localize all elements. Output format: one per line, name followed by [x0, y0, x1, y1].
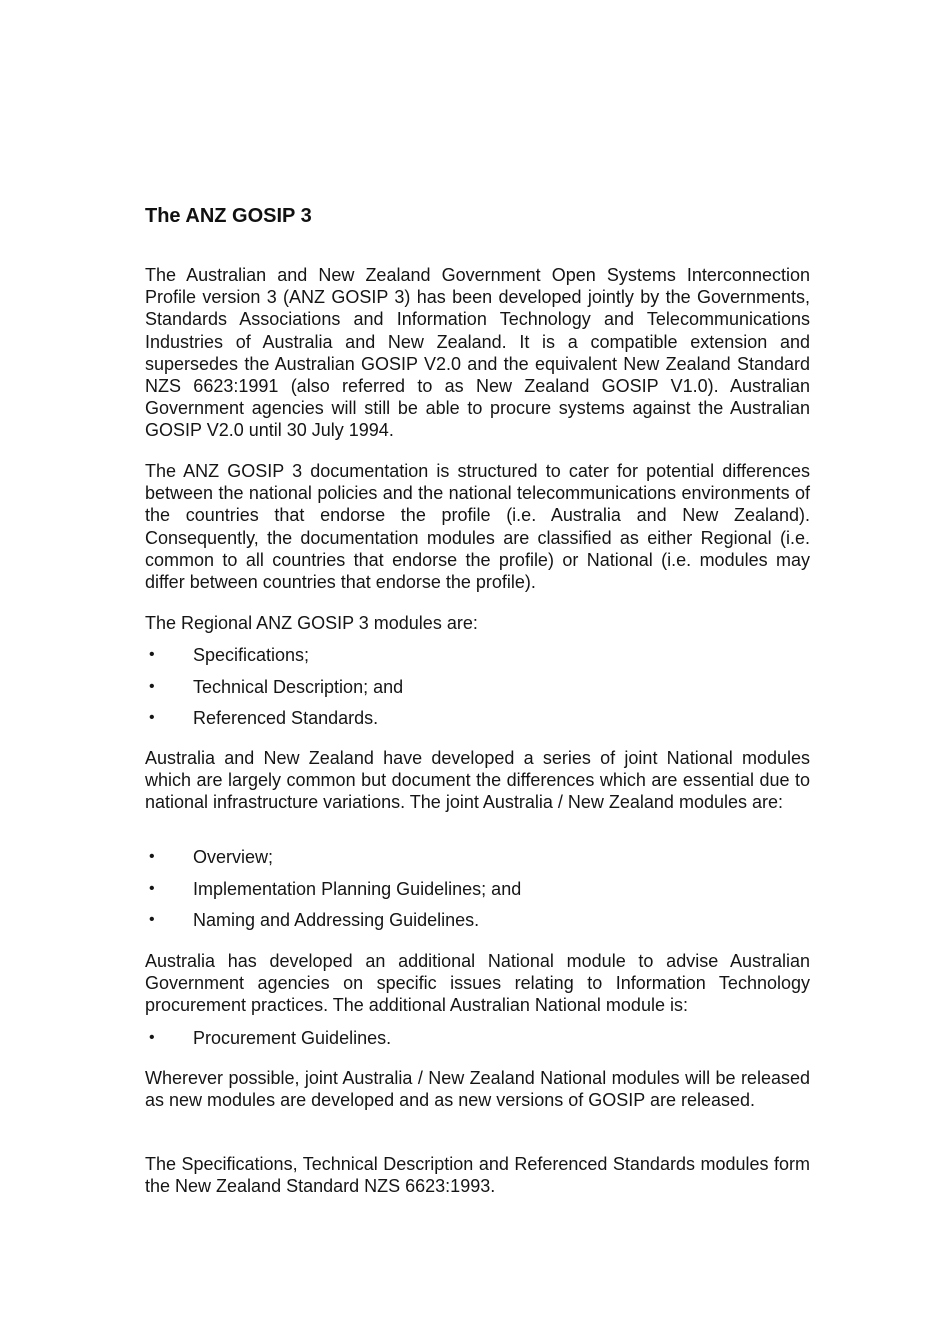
list-item-text: Referenced Standards. [193, 708, 379, 728]
list-item [145, 846, 810, 878]
bullet-icon: • [149, 677, 155, 695]
list-item-text: Technical Description; and [193, 676, 404, 697]
list-item [145, 1027, 810, 1059]
list-item-text: Overview; [193, 847, 274, 867]
list-item [145, 644, 810, 676]
paragraph-regional-intro: The Regional ANZ GOSIP 3 modules are: [145, 613, 478, 633]
paragraph-wherever: Wherever possible, joint Australia / New Zealand National modules will be released as new modules are developed and as new versions of GOSIP are released. [145, 1068, 810, 1111]
bullet-icon: • [149, 709, 155, 726]
bullet-icon: • [149, 1029, 155, 1046]
paragraph-structure: The ANZ GOSIP 3 documentation is structured to cater for potential differences between the national policies and the national telecommunications environments of the countries that endorse the profile (i.e. Australia and New Zealand). Consequently, the documentation modules are classified as either Regional (i.e. common to all countries that endorse the profile) or National (i.e. modules may differ between countries that endorse the profile). [145, 461, 810, 593]
bullet-icon: • [149, 646, 155, 663]
list-item [145, 878, 810, 910]
bullet-icon: • [149, 879, 155, 897]
paragraph-intro: The Australian and New Zealand Government Open Systems Interconnection Profile version 3 (ANZ GOSIP 3) has been developed jointly by the Governments, Standards Associations and Information Technology and Telecommunications Industries of Australia and New Zealand. It is a compatible extension and supersedes the Australian GOSIP V2.0 and the equivalent New Zealand Standard NZS 6623:1991 (also referred to as New Zealand GOSIP V1.0). Australian Government agencies will still be able to procure systems against the Australian GOSIP V2.0 until 30 July 1994. [145, 265, 810, 441]
paragraph-joint-intro: Australia and New Zealand have developed a series of joint National modules which are largely common but document the differences which are essential due to national infrastructure variations. The joint Australia / New Zealand modules are: [145, 748, 810, 813]
bullet-icon: • [149, 911, 155, 928]
joint-modules-list [145, 846, 810, 941]
list-item-text: Implementation Planning Guidelines; and [193, 878, 522, 899]
list-item [145, 707, 810, 739]
list-item-text: Specifications; [193, 645, 310, 665]
list-item [145, 676, 810, 708]
paragraph-nzs: The Specifications, Technical Description and Referenced Standards modules form the New Zealand Standard NZS 6623:1993. [145, 1154, 810, 1197]
list-item [145, 909, 810, 941]
bullet-icon: • [149, 848, 155, 865]
paragraph-australia-intro: Australia has developed an additional National module to advise Australian Government agencies on specific issues relating to Information Technology procurement practices. The additional Australian National module is: [145, 951, 810, 1016]
regional-modules-list [145, 644, 810, 739]
list-item-text: Procurement Guidelines. [193, 1028, 392, 1048]
list-item-text: Naming and Addressing Guidelines. [193, 910, 480, 930]
document-title: The ANZ GOSIP 3 [145, 205, 312, 227]
australian-modules-list [145, 1027, 810, 1059]
